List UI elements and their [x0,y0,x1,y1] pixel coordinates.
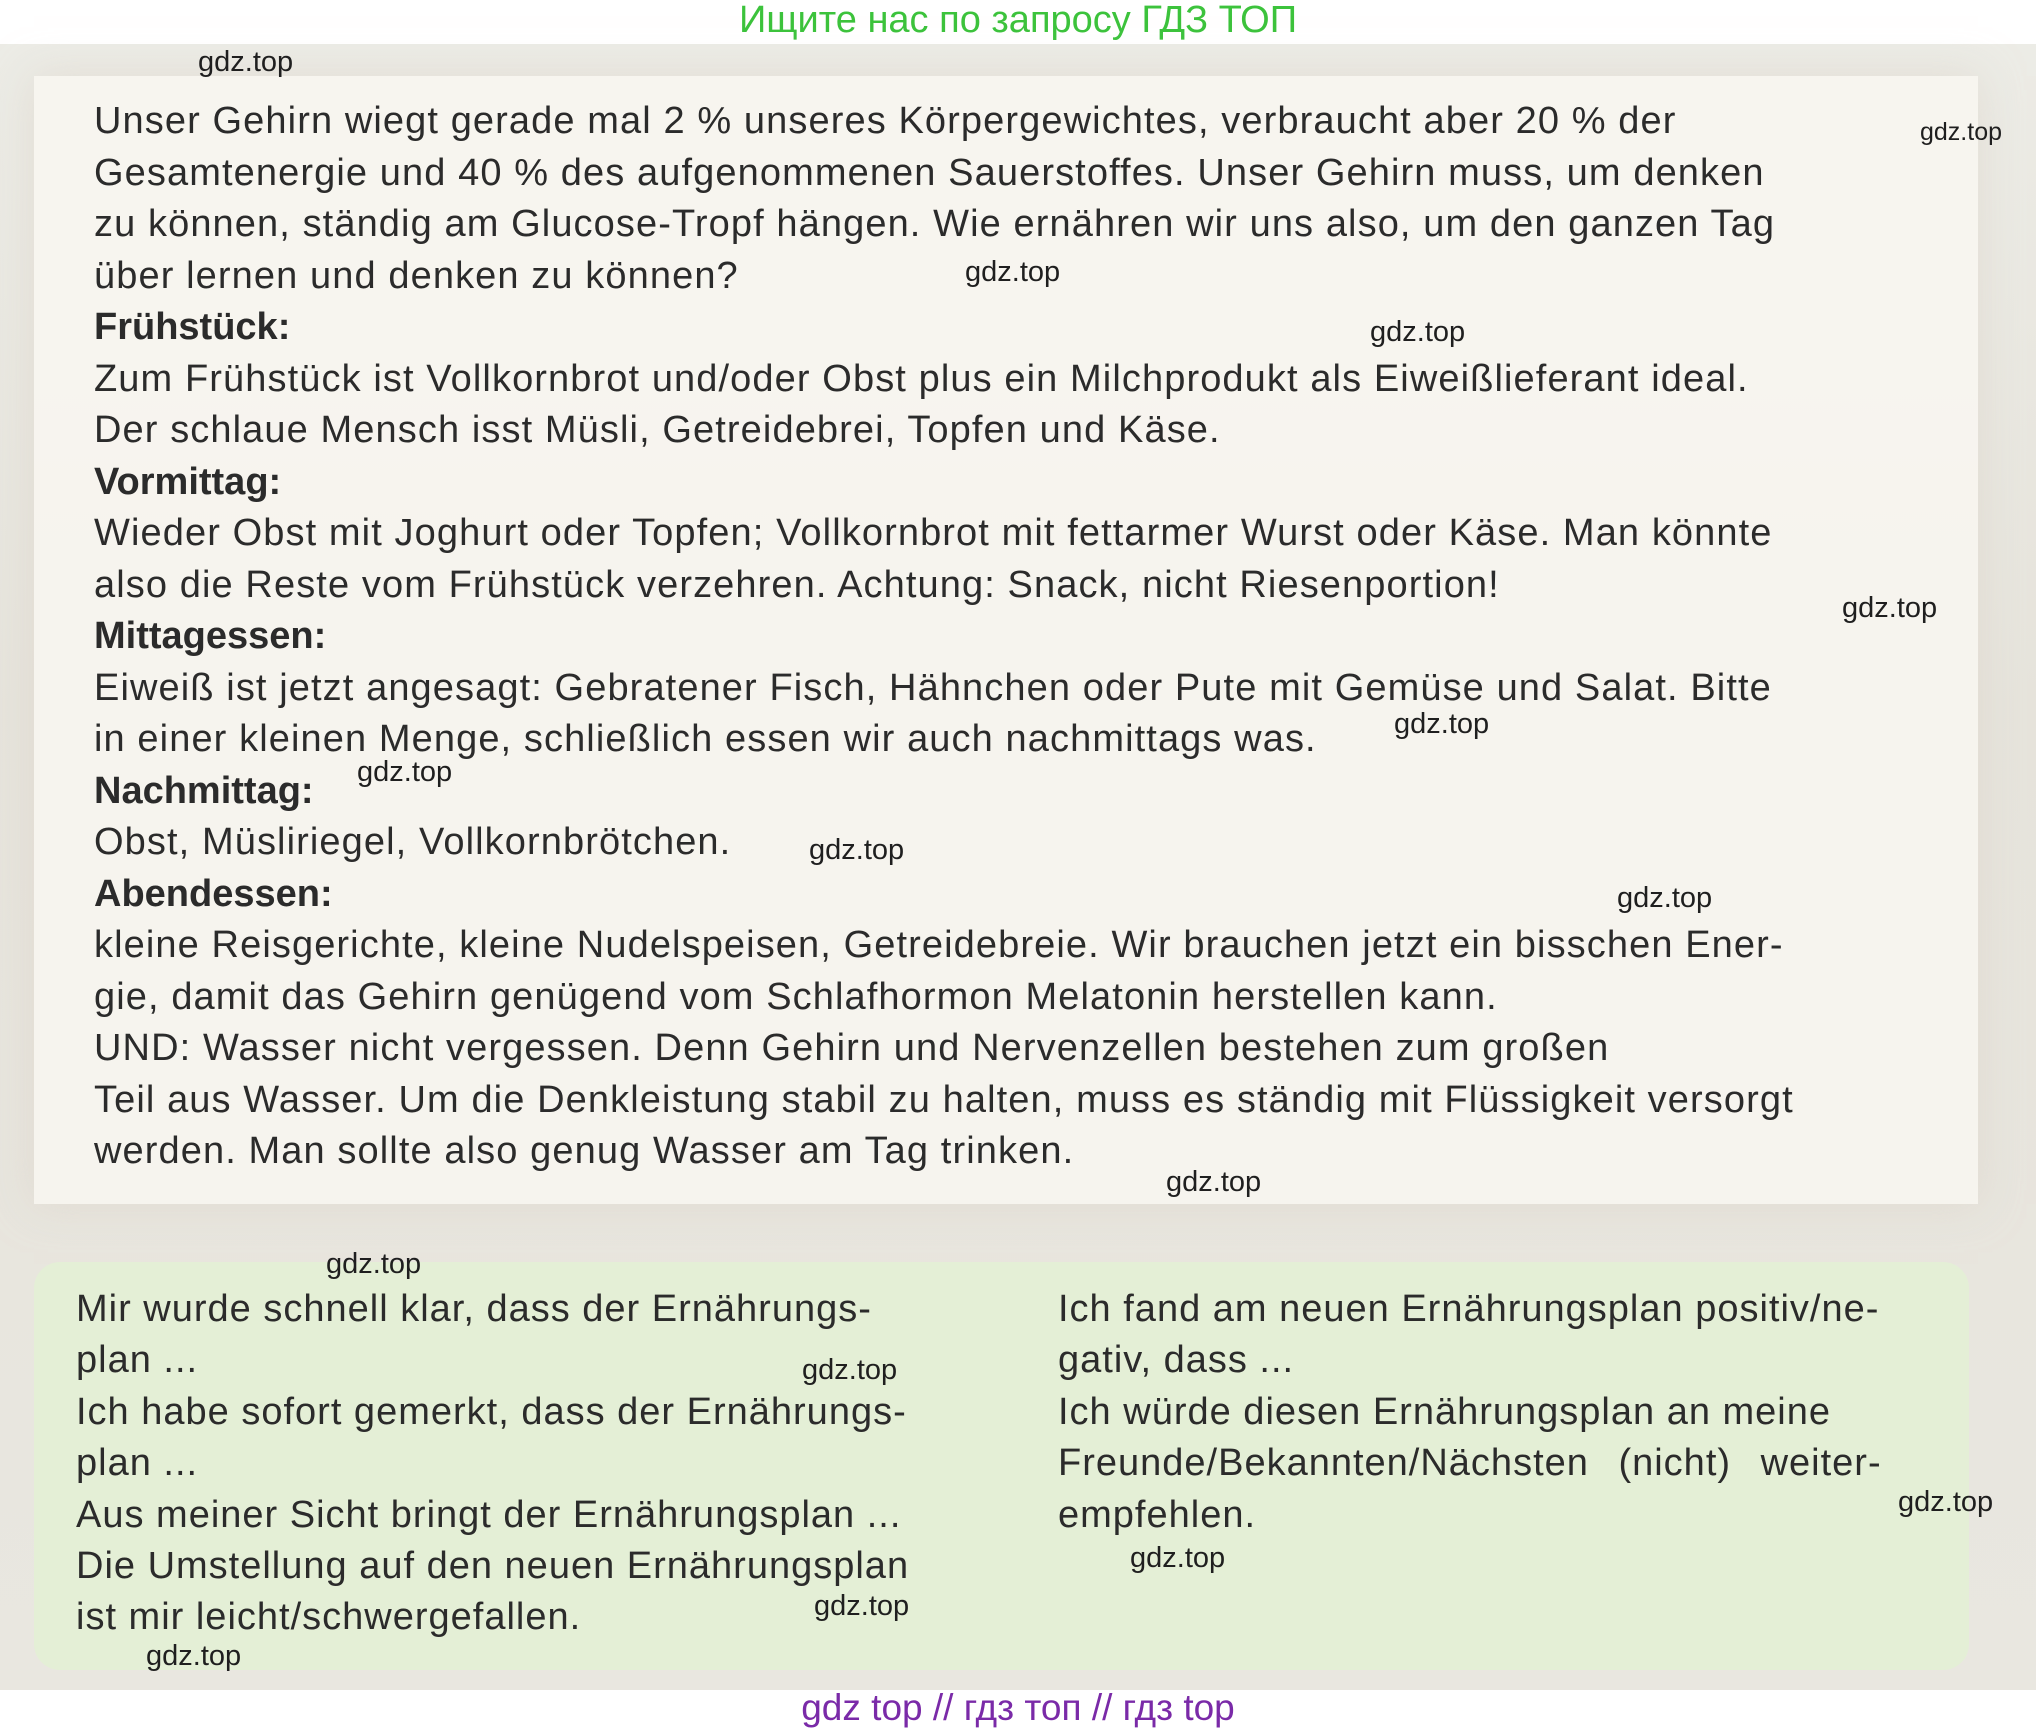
section-line: Wieder Obst mit Joghurt oder Topfen; Vollkornbrot mit fettarmer Wurst oder Käse. Man könnte [94,512,1773,554]
watermark: gdz.top [1617,882,1713,914]
footer-links: gdz top // гдз топ // гдз top [801,1687,1235,1728]
section-heading-fruehstueck: Frühstück: [94,306,291,348]
watermark: gdz.top [326,1248,422,1280]
section-line: Teil aus Wasser. Um die Denkleistung stabil zu halten, muss es ständig mit Flüssigkeit versorgt [94,1078,1794,1121]
phrase-line: Freunde/Bekannten/Nächsten (nicht) weiter- [1058,1442,1882,1485]
section-heading-mittagessen: Mittagessen: [94,615,327,657]
phrase-line: ist mir leicht/schwergefallen. [76,1596,582,1639]
phrase-line: empfehlen. [1058,1493,1257,1536]
phrase-line: gativ, dass ... [1058,1339,1295,1382]
intro-line: zu können, ständig am Glucose-Tropf hängen. Wie ernähren wir uns also, um den ganzen Tag [94,203,1776,245]
phrase-line: Ich würde diesen Ernährungsplan an meine [1058,1390,1832,1433]
section-line: Obst, Müsliriegel, Vollkornbrötchen. [94,821,732,863]
search-banner: Ищите нас по запросу ГДЗ ТОП [738,0,1298,41]
phrase-line: Mir wurde schnell klar, dass der Ernährungs- [76,1288,872,1330]
section-line: also die Reste vom Frühstück verzehren. Achtung: Snack, nicht Riesenportion! [94,563,1500,606]
watermark: gdz.top [965,256,1061,288]
watermark: gdz.top [1898,1486,1994,1518]
watermark: gdz.top [802,1354,898,1386]
watermark: gdz.top [146,1640,242,1672]
phrase-column-right [1058,1284,1958,1541]
watermark: gdz.top [1842,592,1938,624]
phrase-line: Die Umstellung auf den neuen Ernährungsplan [76,1545,910,1588]
section-line: Der schlaue Mensch isst Müsli, Getreidebrei, Topfen und Käse. [94,409,1221,451]
section-line: gie, damit das Gehirn genügend vom Schlafhormon Melatonin herstellen kann. [94,975,1498,1018]
intro-line: Unser Gehirn wiegt gerade mal 2 % unseres Körpergewichtes, verbraucht aber 20 % der [94,100,1677,142]
watermark: gdz.top [357,756,453,788]
watermark: gdz.top [1166,1166,1262,1198]
intro-line: Gesamtenergie und 40 % des aufgenommenen Sauerstoffes. Unser Gehirn muss, um denken [94,151,1765,194]
section-heading-vormittag: Vormittag: [94,460,282,503]
phrase-line: plan ... [76,1442,199,1485]
section-line: Zum Frühstück ist Vollkornbrot und/oder Obst plus ein Milchprodukt als Eiweißlieferant ideal. [94,357,1749,400]
watermark: gdz.top [1394,708,1490,740]
section-line: in einer kleinen Menge, schließlich essen wir auch nachmittags was. [94,718,1317,760]
section-line: UND: Wasser nicht vergessen. Denn Gehirn und Nervenzellen bestehen zum großen [94,1027,1610,1069]
section-line: werden. Man sollte also genug Wasser am Tag trinken. [94,1130,1075,1172]
section-line: kleine Reisgerichte, kleine Nudelspeisen, Getreidebreie. Wir brauchen jetzt ein bisschen Ener- [94,924,1784,966]
watermark: gdz.top [1920,118,2003,146]
phrase-line: plan ... [76,1339,199,1382]
watermark: gdz.top [1130,1542,1226,1574]
watermark: gdz.top [198,46,294,78]
section-heading-abendessen: Abendessen: [94,872,333,915]
phrase-line: Ich habe sofort gemerkt, dass der Ernährungs- [76,1390,907,1433]
section-heading-nachmittag: Nachmittag: [94,769,314,812]
phrase-line: Aus meiner Sicht bringt der Ernährungsplan ... [76,1493,902,1536]
watermark: gdz.top [1370,316,1466,348]
section-line: Eiweiß ist jetzt angesagt: Gebratener Fisch, Hähnchen oder Pute mit Gemüse und Salat. Bitte [94,666,1772,709]
intro-line: über lernen und denken zu können? [94,254,739,297]
phrase-line: Ich fand am neuen Ernährungsplan positiv/ne- [1058,1288,1880,1330]
watermark: gdz.top [809,834,905,866]
watermark: gdz.top [814,1590,910,1622]
